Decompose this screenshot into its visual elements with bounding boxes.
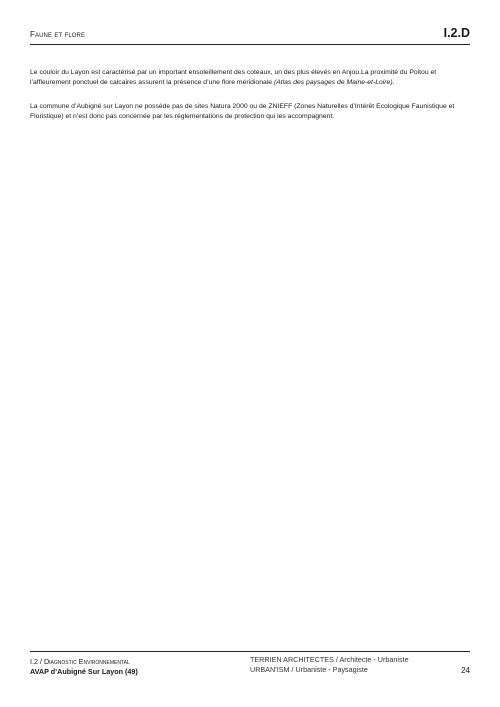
footer-chapter: I.2 / Diagnostic Environnemental (30, 657, 130, 666)
paragraph-1 (30, 68, 472, 89)
paragraph-1-text: Le couloir du Layon est caractérisé par un important ensoleillement des coteaux, un des plus élevés en Anjou.La proximité du Poitou et l’affleurement ponctuel de calcaires assurent la présence d’une flore méridionale (30, 69, 437, 87)
footer-credits (250, 655, 409, 676)
footer-left (30, 657, 138, 676)
page-content (30, 68, 472, 136)
footer-credit-line-2: URBAN’ISM / Urbaniste - Paysagiste (250, 665, 368, 675)
section-title: Faune et flore (30, 30, 86, 39)
paragraph-1-citation: (Atlas des paysages de Maine-et-Loire). (273, 79, 395, 87)
page-footer (30, 651, 470, 682)
section-code: I.2.D (443, 26, 470, 40)
footer-credit-line-1: TERRIEN ARCHITECTES / Architecte - Urbaniste (250, 655, 409, 664)
page-number: 24 (461, 666, 470, 675)
page-header (30, 22, 470, 45)
paragraph-2: La commune d’Aubigné sur Layon ne possède pas de sites Natura 2000 ou de ZNIEFF (Zones Naturelles d’Intérêt Ecologique Faunistique et Floristique) et n’est donc pas concernée par les réglementations de protection qui les accompagnent. (30, 102, 455, 121)
footer-document-title: AVAP d’Aubigné Sur Layon (49) (30, 666, 138, 676)
